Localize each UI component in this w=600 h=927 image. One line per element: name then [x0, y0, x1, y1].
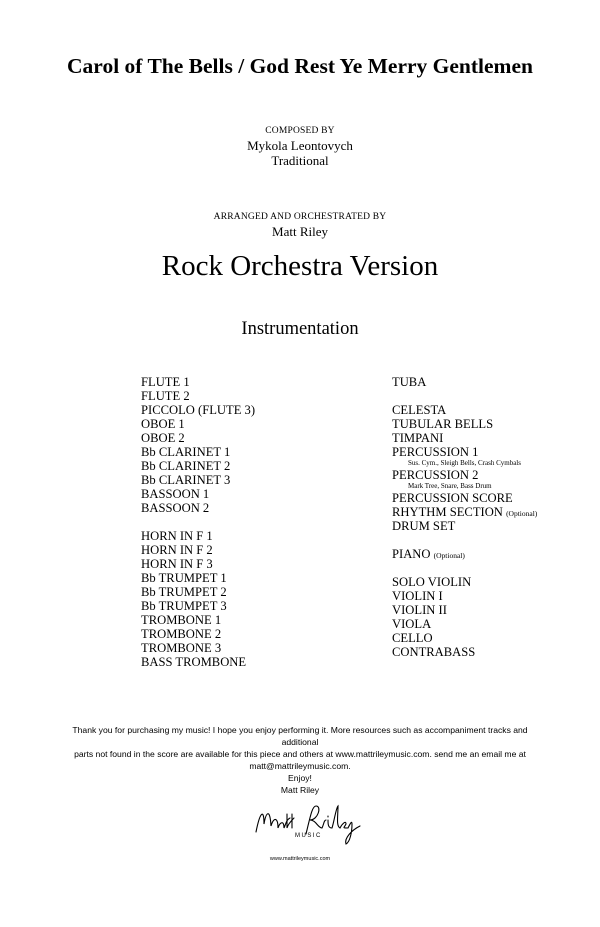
instrument-label: PIANO	[392, 547, 431, 561]
section-gap	[141, 515, 255, 529]
arranged-by-label: ARRANGED AND ORCHESTRATED BY	[213, 212, 387, 222]
page-title: Carol of The Bells / God Rest Ye Merry Gentlemen	[67, 54, 533, 78]
instrument-item: VIOLIN II	[392, 603, 447, 617]
instrument-item: Bb CLARINET 3	[141, 473, 231, 487]
instrument-list-right	[392, 375, 537, 659]
signature-stroke	[256, 814, 294, 832]
instrument-item: FLUTE 2	[141, 389, 190, 403]
instrument-item: Bb TRUMPET 3	[141, 599, 227, 613]
instrument-item: PERCUSSION 2	[392, 468, 479, 482]
footer-message-line: parts not found in the score are available for this piece and others at www.mattrileymusic.com. send me an email me at	[74, 749, 526, 759]
instrument-item: HORN IN F 1	[141, 529, 213, 543]
instrument-item: PERCUSSION SCORE	[392, 491, 513, 505]
instrument-item: TROMBONE 1	[141, 613, 222, 627]
footer-signoff: Matt Riley	[280, 785, 320, 795]
optional-note: (Optional)	[506, 509, 538, 518]
instrument-item-with-note	[392, 505, 537, 519]
instrument-item: HORN IN F 3	[141, 557, 213, 571]
instrument-item: CELLO	[392, 631, 433, 645]
instrument-item: Bb TRUMPET 2	[141, 585, 227, 599]
instrument-item: TROMBONE 3	[141, 641, 222, 655]
instrument-item: OBOE 2	[141, 431, 185, 445]
instrument-item: BASSOON 2	[141, 501, 210, 515]
thank-you-note	[60, 724, 540, 796]
arranger-credits	[0, 212, 600, 240]
version-title: Rock Orchestra Version	[161, 250, 439, 282]
instrument-item: TIMPANI	[392, 431, 444, 445]
instrument-label: RHYTHM SECTION	[392, 505, 503, 519]
instrument-item: BASSOON 1	[141, 487, 210, 501]
footer-message-line: Thank you for purchasing my music! I hope you enjoy performing it. More resources such as accompaniment tracks and additional	[72, 725, 528, 747]
optional-note: (Optional)	[433, 551, 465, 560]
instrument-item: VIOLA	[392, 617, 432, 631]
instrument-detail: Mark Tree, Snare, Bass Drum	[408, 482, 492, 490]
composer-credits	[0, 126, 600, 168]
instrument-item: TROMBONE 2	[141, 627, 222, 641]
instrument-item: CONTRABASS	[392, 645, 476, 659]
instrument-item: PICCOLO (FLUTE 3)	[141, 403, 256, 417]
instrument-detail: Sus. Cym., Sleigh Bells, Crash Cymbals	[408, 459, 521, 467]
instrument-item: Bb CLARINET 1	[141, 445, 231, 459]
arranger-name: Matt Riley	[272, 223, 328, 239]
instrumentation-heading: Instrumentation	[241, 319, 359, 339]
footer-enjoy: Enjoy!	[288, 773, 312, 783]
instrument-item-with-note	[392, 547, 537, 561]
instrument-item: DRUM SET	[392, 519, 456, 533]
instrument-item: PERCUSSION 1	[392, 445, 479, 459]
section-gap	[392, 533, 537, 547]
website-url: www.mattrileymusic.com	[269, 856, 331, 862]
instrument-item: Bb TRUMPET 1	[141, 571, 227, 585]
instrument-item: Bb CLARINET 2	[141, 459, 231, 473]
instrument-item: SOLO VIOLIN	[392, 575, 472, 589]
signature-logo	[252, 798, 370, 848]
instrument-item: TUBA	[392, 375, 427, 389]
instrument-item: CELESTA	[392, 403, 447, 417]
footer-email: matt@mattrileymusic.com.	[249, 761, 351, 771]
composed-by-label: COMPOSED BY	[265, 126, 335, 136]
instrument-list-left	[141, 375, 255, 669]
instrument-item: FLUTE 1	[141, 375, 190, 389]
section-gap	[392, 389, 537, 403]
instrument-item: OBOE 1	[141, 417, 185, 431]
composer-name: Mykola Leontovych	[247, 137, 353, 153]
instrument-item: TUBULAR BELLS	[392, 417, 494, 431]
composer-name: Traditional	[271, 152, 329, 168]
section-gap	[392, 561, 537, 575]
instrument-item: HORN IN F 2	[141, 543, 213, 557]
signature-brand: MUSIC	[295, 833, 322, 839]
instrument-item: VIOLIN I	[392, 589, 443, 603]
instrument-item: BASS TROMBONE	[141, 655, 247, 669]
